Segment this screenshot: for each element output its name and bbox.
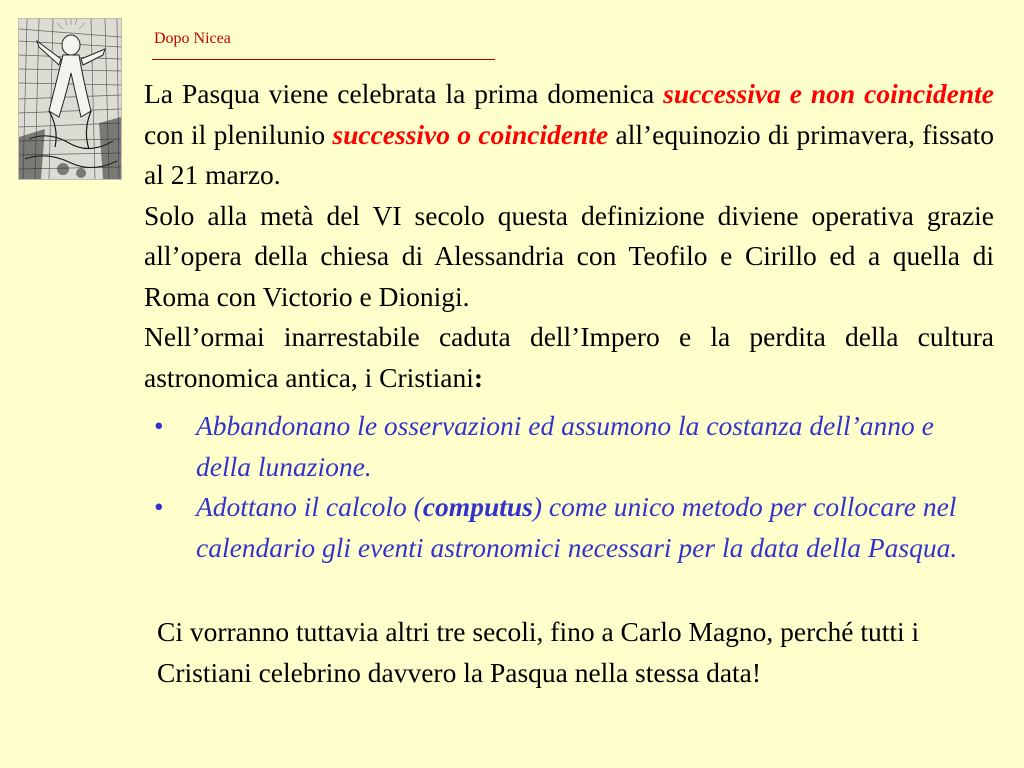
list-item bbox=[144, 487, 974, 568]
slide-title: Dopo Nicea bbox=[154, 30, 231, 47]
engraving-picture bbox=[19, 19, 121, 179]
paragraph-empire-fall bbox=[144, 317, 994, 398]
bullet-text-before: Adottano il calcolo ( bbox=[196, 491, 423, 522]
main-text bbox=[144, 74, 994, 398]
paragraph-3-text: Nell’ormai inarrestabile caduta dell’Impero e la perdita della cultura astronomica antica, i Cristiani bbox=[144, 321, 994, 393]
paragraph-3-colon: : bbox=[473, 361, 484, 393]
closing-paragraph: Ci vorranno tuttavia altri tre secoli, fino a Carlo Magno, perché tutti i Cristiani celebrino davvero la Pasqua nella stessa data! bbox=[157, 616, 920, 688]
engraving-image bbox=[18, 18, 122, 180]
computus-term: computus bbox=[422, 491, 533, 522]
paragraph-easter-rule bbox=[144, 74, 994, 196]
paragraph-1-part-1: La Pasqua viene celebrata la prima domenica bbox=[144, 78, 664, 109]
paragraph-1-part-2: con il plenilunio bbox=[144, 118, 333, 150]
bullet-list bbox=[144, 406, 974, 568]
list-item bbox=[144, 406, 974, 487]
paragraph-1-part-3: all’equinozio di primavera, fissato al 21 marzo. bbox=[144, 118, 994, 190]
bullet-text: Abbandonano le osservazioni ed assumono la costanza dell’anno e della lunazione. bbox=[196, 410, 934, 482]
title-underline bbox=[152, 59, 495, 60]
bullet-marker: • bbox=[154, 410, 164, 441]
emphasis-successiva: successiva e non coincidente bbox=[663, 78, 994, 109]
paragraph-vi-century: Solo alla metà del VI secolo questa definizione diviene operativa grazie all’opera della chiesa di Alessandria con Teofilo e Cirillo ed a quella di Roma con Victorio e Dionigi. bbox=[144, 199, 994, 312]
bullet-marker: • bbox=[154, 491, 164, 522]
emphasis-successivo: successivo o coincidente bbox=[332, 118, 609, 150]
bullet-text-after: ) come unico metodo per collocare nel calendario gli eventi astronomici necessari per la data della Pasqua. bbox=[196, 491, 958, 563]
